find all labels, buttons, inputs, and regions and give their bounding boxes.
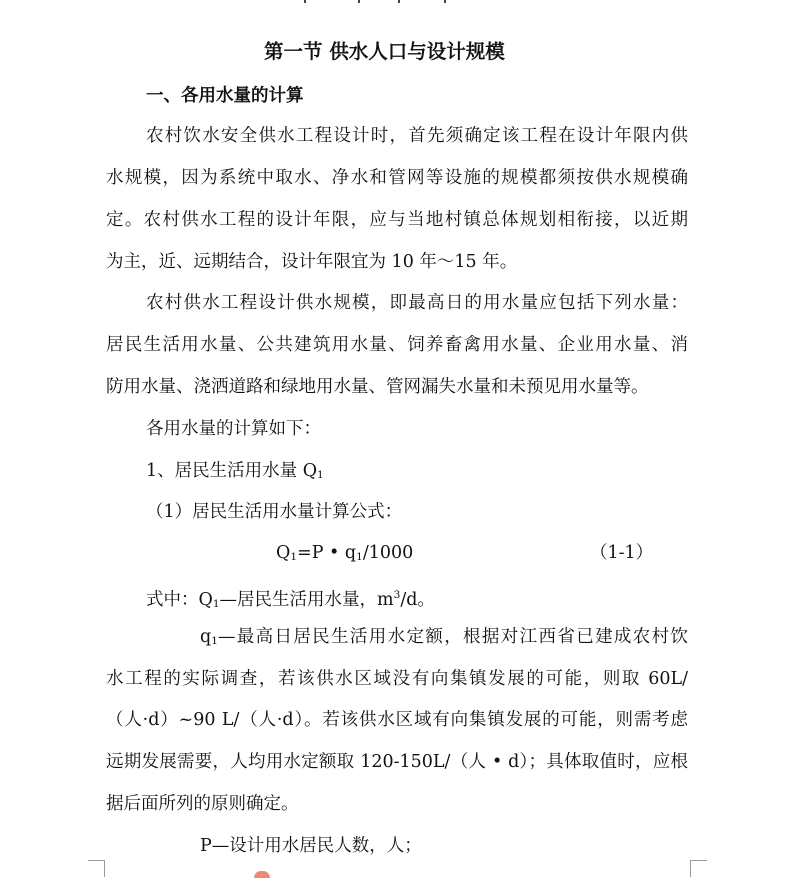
paragraph-1-line-2: 水规模，因为系统中取水、净水和管网等设施的规模都须按供水规模确 bbox=[106, 168, 688, 188]
paragraph-3: 各用水量的计算如下： bbox=[146, 419, 321, 439]
formula-number: （1-1） bbox=[590, 543, 654, 563]
q1-definition-line-1: $q_1—$最高日居民生活用水定额，根据对江西省已建成农村饮 bbox=[200, 627, 688, 647]
item-1-residential-water: 1、居民生活用水量 $Q_1$ bbox=[146, 461, 324, 481]
where-clause-q1: 式中：$Q_1—$居民生活用水量，$m^3/d$。 bbox=[146, 589, 435, 610]
crop-mark-bottom-left bbox=[88, 860, 105, 877]
paragraph-1-line-4: 为主，近、远期结合，设计年限宜为 10 年～15 年。 bbox=[106, 252, 518, 272]
q1-definition-line-4: 远期发展需要，人均用水定额取 120-150L/（人 • d）；具体取值时，应根 bbox=[106, 752, 688, 772]
paragraph-1-line-1: 农村饮水安全供水工程设计时，首先须确定该工程在设计年限内供 bbox=[146, 126, 688, 146]
q1-definition-line-2: 水工程的实际调查，若该供水区域没有向集镇发展的可能，则取 60L/ bbox=[106, 669, 688, 689]
paragraph-1-line-3: 定。农村供水工程的设计年限，应与当地村镇总体规划相衔接，以近期 bbox=[106, 210, 688, 230]
paragraph-2-line-2: 居民生活用水量、公共建筑用水量、饲养畜禽用水量、企业用水量、消 bbox=[106, 335, 688, 355]
paragraph-2-line-3: 防用水量、浇洒道路和绿地用水量、管网漏失水量和未预见用水量等。 bbox=[106, 377, 649, 397]
header-rule-fragment bbox=[300, 0, 450, 3]
q1-definition-line-5: 据后面所列的原则确定。 bbox=[106, 794, 299, 814]
heading-water-calculation: 一、各用水量的计算 bbox=[146, 86, 304, 106]
q1-definition-line-3: （人·d）~90 L/（人·d）。若该供水区域有向集镇发展的可能，则需考虑 bbox=[106, 710, 688, 730]
section-title: 第一节 供水人口与设计规模 bbox=[264, 40, 505, 63]
paragraph-2-line-1: 农村供水工程设计供水规模，即最高日的用水量应包括下列水量： bbox=[146, 293, 688, 313]
item-1-1-formula-title: （1）居民生活用水量计算公式： bbox=[146, 502, 403, 522]
p-definition: P—设计用水居民人数，人； bbox=[200, 836, 422, 856]
red-stamp-fragment bbox=[254, 871, 270, 878]
formula-1-1: $Q_1=P$ • $q_1/1000$ bbox=[276, 543, 414, 563]
crop-mark-bottom-right bbox=[690, 860, 707, 877]
